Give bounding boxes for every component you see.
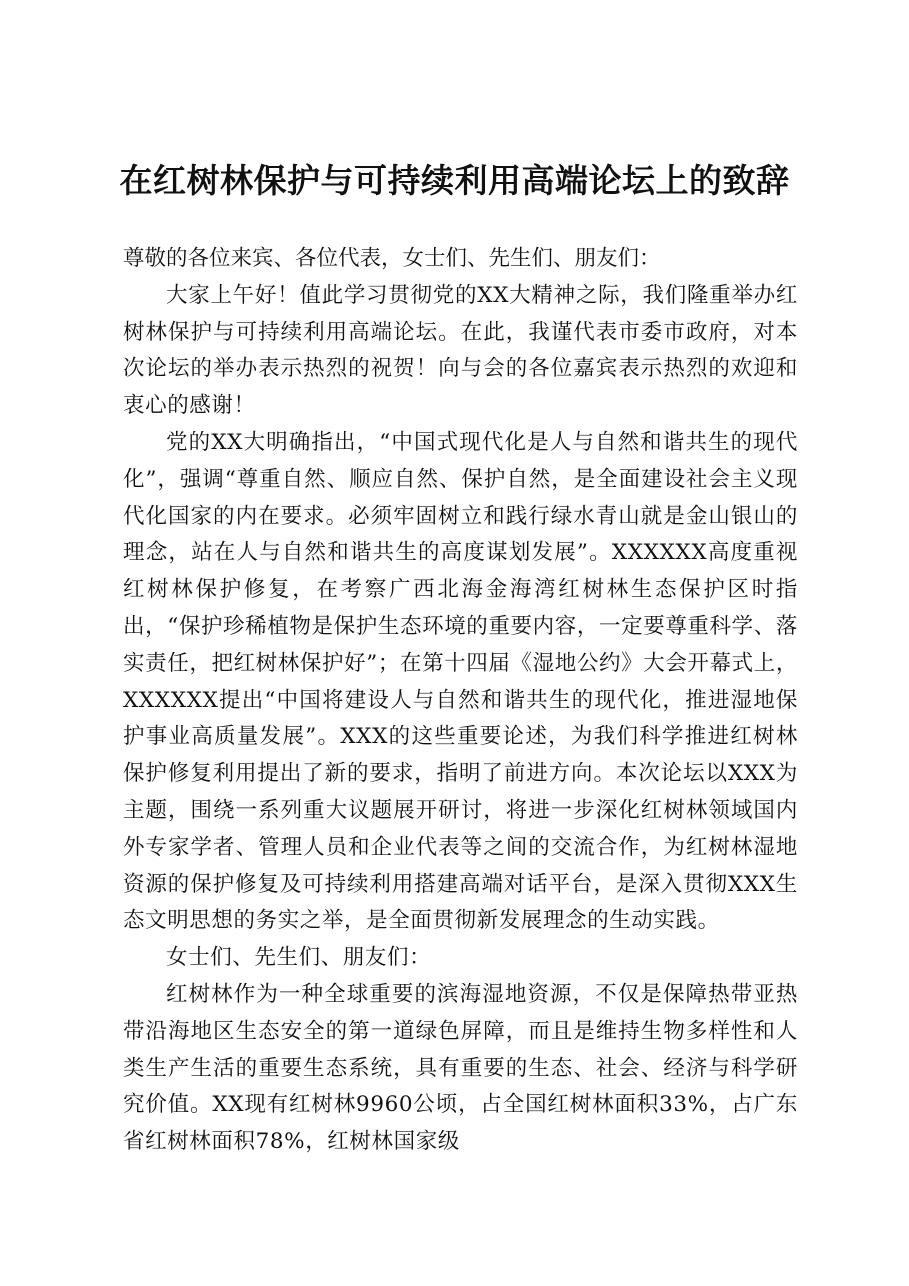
paragraph-mangrove: 红树林作为一种全球重要的滨海湿地资源，不仅是保障热带亚热带沿海地区生态安全的第一道绿色屏障，而且是维持生物多样性和人类生产生活的重要生态系统，具有重要的生态、社会、经济与科学研究价值。XX现有红树林9960公顷，占全国红树林面积33%，占广东省红树林面积78%，红树林国家级: [123, 981, 798, 1155]
paragraph-address: 女士们、先生们、朋友们：: [166, 945, 432, 971]
paragraph-policy: 党的XX大明确指出，“中国式现代化是人与自然和谐共生的现代化”，强调“尊重自然、顺应自然、保护自然，是全面建设社会主义现代化国家的内在要求。必须牢固树立和践行绿水青山就是金山银山的理念，站在人与自然和谐共生的高度谋划发展”。XXXXXX高度重视红树林保护修复，在考察广西北海金海湾红树林生态保护区时指出，“保护珍稀植物是保护生态环境的重要内容，一定要尊重科学、落实责任，把红树林保护好”；在第十四届《湿地公约》大会开幕式上，XXXXXX提出“中国将建设人与自然和谐共生的现代化，推进湿地保护事业高质量发展”。XXX的这些重要论述，为我们科学推进红树林保护修复利用提出了新的要求，指明了前进方向。本次论坛以XXX为主题，围绕一系列重大议题展开研讨，将进一步深化红树林领域国内外专家学者、管理人员和企业代表等之间的交流合作，为红树林湿地资源的保护修复及可持续利用搭建高端对话平台，是深入贯彻XXX生态文明思想的务实之举，是全面贯彻新发展理念的生动实践。: [123, 429, 798, 934]
salutation: 尊敬的各位来宾、各位代表，女士们、先生们、朋友们：: [123, 246, 661, 271]
document-body: [123, 241, 798, 1161]
paragraph-greeting: 大家上午好！值此学习贯彻党的XX大精神之际，我们隆重举办红树林保护与可持续利用高端论坛。在此，我谨代表市委市政府，对本次论坛的举办表示热烈的祝贺！向与会的各位嘉宾表示热烈的欢迎和衷心的感谢！: [123, 282, 798, 419]
document-title: 在红树林保护与可持续利用高端论坛上的致辞: [119, 161, 790, 200]
